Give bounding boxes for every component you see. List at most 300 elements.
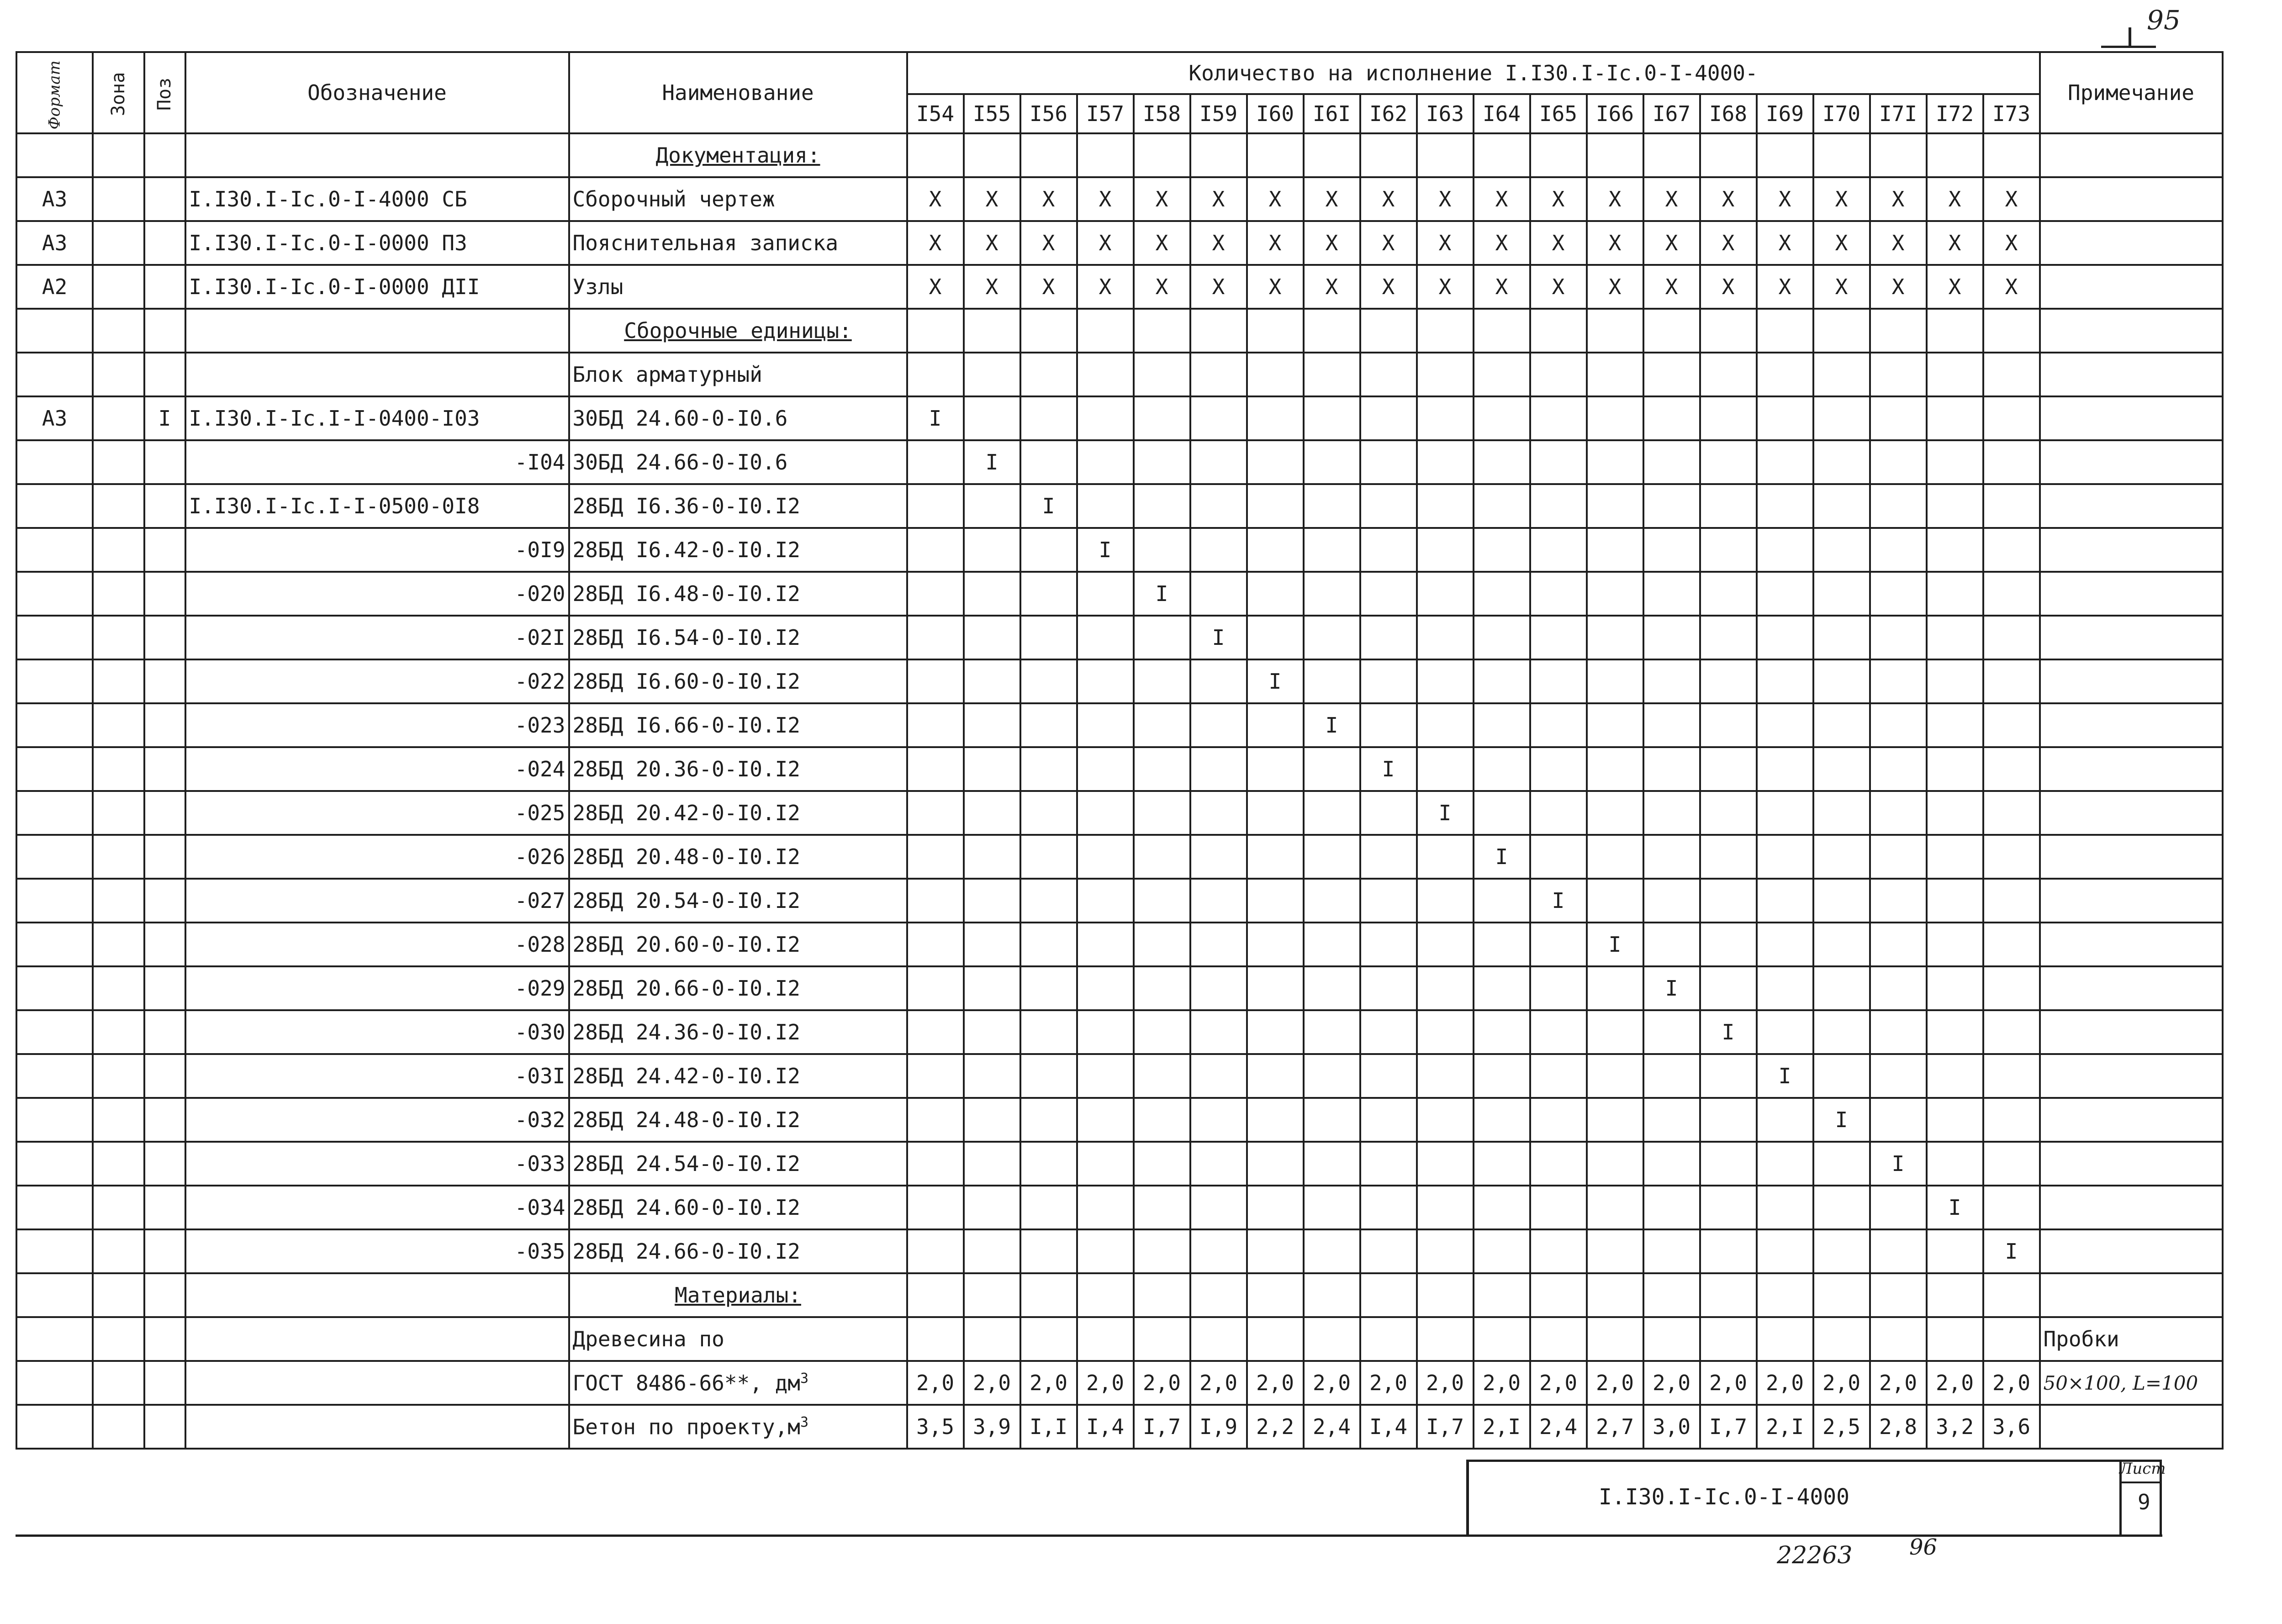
quantity-cell xyxy=(964,616,1020,659)
quantity-cell xyxy=(1643,396,1700,440)
quantity-cell xyxy=(1360,1142,1417,1186)
quantity-cell xyxy=(1134,616,1190,659)
quantity-cell: X xyxy=(1813,177,1870,221)
name-text: Сборочный чертеж xyxy=(572,187,775,211)
quantity-cell xyxy=(1474,923,1530,966)
note-cell xyxy=(2040,133,2223,177)
quantity-cell xyxy=(907,616,964,659)
zone-cell xyxy=(93,879,144,923)
quantity-cell xyxy=(1077,659,1134,703)
name-text: 28БД 24.42-0-I0.I2 xyxy=(572,1064,800,1088)
quantity-cell: I xyxy=(1247,659,1304,703)
quantity-cell xyxy=(1304,1229,1360,1273)
quantity-cell xyxy=(1474,1273,1530,1317)
zone-cell xyxy=(93,396,144,440)
format-cell xyxy=(16,703,93,747)
quantity-cell xyxy=(1304,1317,1360,1361)
zone-cell xyxy=(93,177,144,221)
quantity-cell xyxy=(907,966,964,1010)
quantity-cell xyxy=(1813,1317,1870,1361)
quantity-cell xyxy=(1700,353,1757,396)
quantity-cell: X xyxy=(1587,265,1643,309)
format-cell xyxy=(16,309,93,353)
zone-cell xyxy=(93,659,144,703)
quantity-cell: X xyxy=(1870,177,1927,221)
quantity-cell xyxy=(1077,484,1134,528)
designation-cell: -022 xyxy=(185,659,569,703)
quantity-cell xyxy=(1417,484,1474,528)
format-cell xyxy=(16,1229,93,1273)
name-text: ГОСТ 8486-66**, дм xyxy=(572,1371,800,1396)
format-cell: А2 xyxy=(16,265,93,309)
quantity-cell: X xyxy=(1474,177,1530,221)
pos-cell xyxy=(144,835,185,879)
format-cell xyxy=(16,791,93,835)
quantity-cell: X xyxy=(1700,265,1757,309)
zone-cell xyxy=(93,572,144,616)
zone-cell xyxy=(93,1361,144,1405)
quantity-cell xyxy=(1813,1229,1870,1273)
quantity-cell xyxy=(1417,966,1474,1010)
quantity-cell xyxy=(964,835,1020,879)
quantity-cell xyxy=(1020,879,1077,923)
quantity-cell xyxy=(1474,309,1530,353)
quantity-cell: X xyxy=(964,177,1020,221)
quantity-cell xyxy=(1587,309,1643,353)
quantity-cell xyxy=(1643,835,1700,879)
quantity-cell xyxy=(907,791,964,835)
quantity-cell xyxy=(1247,309,1304,353)
quantity-cell xyxy=(1417,923,1474,966)
quantity-cell xyxy=(1304,1054,1360,1098)
quantity-cell xyxy=(1134,1054,1190,1098)
quantity-cell xyxy=(1643,133,1700,177)
quantity-cell xyxy=(964,1229,1020,1273)
document-code: I.I30.I-Ic.0-I-4000 xyxy=(1599,1484,1850,1510)
quantity-cell xyxy=(1474,133,1530,177)
quantity-cell xyxy=(1474,747,1530,791)
quantity-cell xyxy=(1077,1098,1134,1142)
note-cell xyxy=(2040,659,2223,703)
quantity-cell xyxy=(1587,1186,1643,1229)
note-cell xyxy=(2040,1229,2223,1273)
quantity-cell xyxy=(907,1054,964,1098)
variant-header-cell: I60 xyxy=(1247,94,1304,133)
quantity-cell xyxy=(964,659,1020,703)
quantity-cell xyxy=(1474,440,1530,484)
note-cell xyxy=(2040,1054,2223,1098)
designation-cell: -030 xyxy=(185,1010,569,1054)
note-cell xyxy=(2040,309,2223,353)
name-text: 28БД I6.54-0-I0.I2 xyxy=(572,625,800,650)
quantity-cell xyxy=(1983,396,2040,440)
quantity-cell xyxy=(1304,528,1360,572)
quantity-cell xyxy=(907,133,964,177)
quantity-cell xyxy=(1587,353,1643,396)
quantity-cell xyxy=(1077,133,1134,177)
quantity-cell xyxy=(1020,703,1077,747)
quantity-cell xyxy=(1757,1273,1813,1317)
format-cell xyxy=(16,966,93,1010)
quantity-cell: X xyxy=(1983,265,2040,309)
table-row xyxy=(16,1186,2223,1229)
quantity-cell xyxy=(1870,1317,1927,1361)
variant-header-cell: I72 xyxy=(1927,94,1983,133)
quantity-cell xyxy=(964,1098,1020,1142)
quantity-cell xyxy=(1304,616,1360,659)
note-cell xyxy=(2040,923,2223,966)
quantity-cell xyxy=(907,747,964,791)
quantity-cell xyxy=(1417,1317,1474,1361)
quantity-cell xyxy=(1077,1186,1134,1229)
table-row xyxy=(16,1010,2223,1054)
quantity-cell xyxy=(1247,1054,1304,1098)
table-row xyxy=(16,528,2223,572)
quantity-cell xyxy=(1247,747,1304,791)
quantity-cell xyxy=(1474,572,1530,616)
quantity-cell xyxy=(1190,923,1247,966)
pos-cell xyxy=(144,484,185,528)
quantity-cell: 2,7 xyxy=(1587,1405,1643,1449)
quantity-cell xyxy=(1530,1317,1587,1361)
quantity-cell xyxy=(1927,791,1983,835)
quantity-cell xyxy=(1360,484,1417,528)
format-cell xyxy=(16,484,93,528)
quantity-cell xyxy=(1813,879,1870,923)
note-cell xyxy=(2040,528,2223,572)
quantity-cell xyxy=(964,353,1020,396)
note-cell xyxy=(2040,396,2223,440)
name-text: 28БД 20.66-0-I0.I2 xyxy=(572,976,800,1001)
quantity-cell xyxy=(1983,747,2040,791)
pos-cell xyxy=(144,133,185,177)
quantity-cell xyxy=(907,1317,964,1361)
quantity-cell xyxy=(1134,747,1190,791)
quantity-cell xyxy=(1757,791,1813,835)
quantity-cell xyxy=(1870,353,1927,396)
quantity-cell: I xyxy=(1304,703,1360,747)
designation-header: Обозначение xyxy=(185,52,569,133)
name-cell xyxy=(569,1054,907,1098)
quantity-cell xyxy=(1190,879,1247,923)
quantity-cell xyxy=(1247,572,1304,616)
quantity-cell xyxy=(907,879,964,923)
format-cell xyxy=(16,1010,93,1054)
quantity-cell xyxy=(1927,484,1983,528)
quantity-cell xyxy=(1643,1054,1700,1098)
quantity-cell xyxy=(1813,1273,1870,1317)
quantity-cell xyxy=(1927,1317,1983,1361)
quantity-cell xyxy=(1190,1054,1247,1098)
quantity-cell xyxy=(1247,923,1304,966)
quantity-cell xyxy=(1927,616,1983,659)
quantity-cell xyxy=(1134,396,1190,440)
name-text: 28БД I6.48-0-I0.I2 xyxy=(572,581,800,606)
name-text: 30БД 24.60-0-I0.6 xyxy=(572,406,788,431)
designation-cell xyxy=(185,1317,569,1361)
quantity-cell xyxy=(1304,1142,1360,1186)
format-cell xyxy=(16,528,93,572)
note-cell xyxy=(2040,703,2223,747)
quantity-cell xyxy=(1700,1229,1757,1273)
quantity-cell xyxy=(964,1142,1020,1186)
quantity-cell xyxy=(1474,353,1530,396)
quantity-cell: I,4 xyxy=(1077,1405,1134,1449)
table-row xyxy=(16,791,2223,835)
quantity-cell xyxy=(1077,309,1134,353)
pos-header: Поз xyxy=(144,52,185,133)
quantity-cell: X xyxy=(1247,265,1304,309)
zone-cell xyxy=(93,1098,144,1142)
zone-cell xyxy=(93,1186,144,1229)
designation-cell xyxy=(185,1361,569,1405)
quantity-cell xyxy=(1247,1010,1304,1054)
quantity-cell xyxy=(1190,309,1247,353)
quantity-cell xyxy=(1247,616,1304,659)
quantity-cell xyxy=(1927,747,1983,791)
quantity-cell xyxy=(1190,1273,1247,1317)
table-row xyxy=(16,966,2223,1010)
quantity-cell xyxy=(1020,835,1077,879)
title-block-top xyxy=(1466,1460,2161,1462)
quantity-cell xyxy=(1983,923,2040,966)
pos-cell xyxy=(144,265,185,309)
quantity-cell xyxy=(1813,1010,1870,1054)
quantity-cell xyxy=(1927,1098,1983,1142)
quantity-cell xyxy=(1927,923,1983,966)
quantity-cell xyxy=(1134,528,1190,572)
quantity-cell xyxy=(1757,1142,1813,1186)
quantity-cell xyxy=(964,528,1020,572)
name-text: Бетон по проекту,м xyxy=(572,1414,800,1439)
name-text: Материалы: xyxy=(675,1283,801,1308)
quantity-cell xyxy=(1417,1010,1474,1054)
designation-cell xyxy=(185,353,569,396)
quantity-cell xyxy=(907,1010,964,1054)
format-cell xyxy=(16,353,93,396)
zone-cell xyxy=(93,1142,144,1186)
quantity-cell xyxy=(1700,1273,1757,1317)
quantity-cell xyxy=(1190,1317,1247,1361)
quantity-cell xyxy=(1757,1186,1813,1229)
designation-cell xyxy=(185,1273,569,1317)
name-cell xyxy=(569,1142,907,1186)
quantity-cell xyxy=(1474,659,1530,703)
quantity-cell xyxy=(1530,616,1587,659)
quantity-cell: 2,0 xyxy=(1530,1361,1587,1405)
quantity-cell xyxy=(1757,484,1813,528)
variant-header-cell: I54 xyxy=(907,94,964,133)
quantity-cell xyxy=(1077,835,1134,879)
quantity-cell: 2,0 xyxy=(1304,1361,1360,1405)
quantity-cell xyxy=(1643,528,1700,572)
table-row xyxy=(16,923,2223,966)
name-cell xyxy=(569,1317,907,1361)
quantity-cell xyxy=(1870,572,1927,616)
quantity-cell xyxy=(1983,879,2040,923)
note-cell xyxy=(2040,1186,2223,1229)
quantity-cell xyxy=(1927,309,1983,353)
format-cell xyxy=(16,659,93,703)
quantity-cell xyxy=(1870,747,1927,791)
quantity-cell xyxy=(1134,703,1190,747)
quantity-cell xyxy=(1247,1229,1304,1273)
designation-cell: I.I30.I-Ic.0-I-4000 СБ xyxy=(185,177,569,221)
name-text: 28БД 24.66-0-I0.I2 xyxy=(572,1239,800,1264)
quantity-cell: X xyxy=(1587,177,1643,221)
quantity-cell xyxy=(1757,1229,1813,1273)
quantity-cell xyxy=(1304,484,1360,528)
quantity-cell xyxy=(1474,396,1530,440)
quantity-cell xyxy=(1020,616,1077,659)
quantity-cell: X xyxy=(1077,221,1134,265)
name-text: Древесина по xyxy=(572,1327,724,1351)
quantity-cell xyxy=(1304,879,1360,923)
name-cell xyxy=(569,221,907,265)
pos-cell xyxy=(144,1010,185,1054)
name-cell xyxy=(569,572,907,616)
quantity-cell xyxy=(1927,659,1983,703)
format-cell xyxy=(16,133,93,177)
table-row xyxy=(16,484,2223,528)
quantity-cell xyxy=(1927,353,1983,396)
quantity-cell: X xyxy=(1530,221,1587,265)
format-cell xyxy=(16,1054,93,1098)
variant-header-cell: I69 xyxy=(1757,94,1813,133)
quantity-cell: 2,8 xyxy=(1870,1405,1927,1449)
quantity-cell xyxy=(1020,309,1077,353)
zone-cell xyxy=(93,835,144,879)
quantity-cell xyxy=(1077,616,1134,659)
quantity-cell xyxy=(1077,440,1134,484)
pos-cell xyxy=(144,616,185,659)
quantity-cell xyxy=(1983,1010,2040,1054)
name-cell xyxy=(569,616,907,659)
variant-header-cell: I56 xyxy=(1020,94,1077,133)
quantity-cell xyxy=(1530,1010,1587,1054)
quantity-cell xyxy=(1587,1273,1643,1317)
note-cell xyxy=(2040,1010,2223,1054)
pos-cell xyxy=(144,528,185,572)
quantity-cell xyxy=(1020,528,1077,572)
quantity-cell xyxy=(1587,703,1643,747)
quantity-cell: I xyxy=(1417,791,1474,835)
table-row xyxy=(16,835,2223,879)
quantity-cell xyxy=(1927,703,1983,747)
quantity-cell xyxy=(1474,791,1530,835)
quantity-cell: X xyxy=(1247,221,1304,265)
quantity-cell: 2,I xyxy=(1757,1405,1813,1449)
format-cell xyxy=(16,440,93,484)
quantity-cell xyxy=(1474,879,1530,923)
page-stamp: 96 xyxy=(1909,1534,1938,1560)
quantity-cell xyxy=(1304,133,1360,177)
name-cell xyxy=(569,747,907,791)
unit-superscript: 3 xyxy=(800,1370,809,1387)
variant-header-cell: I62 xyxy=(1360,94,1417,133)
pos-cell xyxy=(144,1317,185,1361)
quantity-cell xyxy=(1813,572,1870,616)
quantity-cell xyxy=(1870,396,1927,440)
table-row xyxy=(16,1229,2223,1273)
pos-cell xyxy=(144,1098,185,1142)
quantity-cell xyxy=(1304,572,1360,616)
quantity-cell: 3,0 xyxy=(1643,1405,1700,1449)
note-cell xyxy=(2040,1142,2223,1186)
table-row xyxy=(16,1098,2223,1142)
quantity-cell xyxy=(1020,572,1077,616)
pos-cell xyxy=(144,353,185,396)
quantity-cell xyxy=(1190,572,1247,616)
quantity-cell xyxy=(1304,747,1360,791)
quantity-cell xyxy=(1700,747,1757,791)
quantity-cell: X xyxy=(1813,265,1870,309)
name-cell xyxy=(569,177,907,221)
quantity-cell xyxy=(1870,923,1927,966)
quantity-cell xyxy=(1020,1273,1077,1317)
quantity-cell xyxy=(1360,353,1417,396)
quantity-cell xyxy=(907,440,964,484)
pos-cell xyxy=(144,879,185,923)
quantity-cell xyxy=(1417,1142,1474,1186)
quantity-cell xyxy=(1643,1098,1700,1142)
quantity-cell xyxy=(1474,1229,1530,1273)
quantity-cell: X xyxy=(1757,177,1813,221)
quantity-cell: X xyxy=(1417,177,1474,221)
zone-cell xyxy=(93,747,144,791)
variant-header-cell: I68 xyxy=(1700,94,1757,133)
quantity-cell: I,7 xyxy=(1134,1405,1190,1449)
note-cell xyxy=(2040,791,2223,835)
quantity-cell xyxy=(1757,1010,1813,1054)
quantity-cell xyxy=(1417,1054,1474,1098)
quantity-cell xyxy=(1360,528,1417,572)
quantity-cell xyxy=(1870,440,1927,484)
corner-mark xyxy=(2101,46,2156,48)
quantity-cell: X xyxy=(1077,265,1134,309)
designation-cell xyxy=(185,309,569,353)
quantity-cell xyxy=(1643,659,1700,703)
pos-cell xyxy=(144,177,185,221)
quantity-cell xyxy=(1530,440,1587,484)
table-row xyxy=(16,1273,2223,1317)
designation-cell: -033 xyxy=(185,1142,569,1186)
quantity-cell xyxy=(907,1229,964,1273)
quantity-cell xyxy=(1474,1186,1530,1229)
quantity-cell xyxy=(1927,1054,1983,1098)
quantity-cell: X xyxy=(1304,177,1360,221)
quantity-cell xyxy=(1360,1229,1417,1273)
quantity-cell: X xyxy=(1190,265,1247,309)
quantity-cell xyxy=(1247,835,1304,879)
quantity-cell xyxy=(1813,1186,1870,1229)
quantity-cell xyxy=(1643,1142,1700,1186)
note-cell xyxy=(2040,572,2223,616)
quantity-cell xyxy=(1813,791,1870,835)
quantity-cell xyxy=(1700,1142,1757,1186)
quantity-cell xyxy=(1700,1098,1757,1142)
table-row xyxy=(16,133,2223,177)
quantity-cell: 2,0 xyxy=(1757,1361,1813,1405)
quantity-cell xyxy=(1983,966,2040,1010)
quantity-cell xyxy=(1474,1142,1530,1186)
quantity-cell xyxy=(1360,616,1417,659)
inventory-number: 22263 xyxy=(1777,1542,1853,1569)
quantity-cell: X xyxy=(1304,265,1360,309)
quantity-cell xyxy=(1360,835,1417,879)
quantity-cell xyxy=(1700,309,1757,353)
quantity-cell xyxy=(1077,572,1134,616)
